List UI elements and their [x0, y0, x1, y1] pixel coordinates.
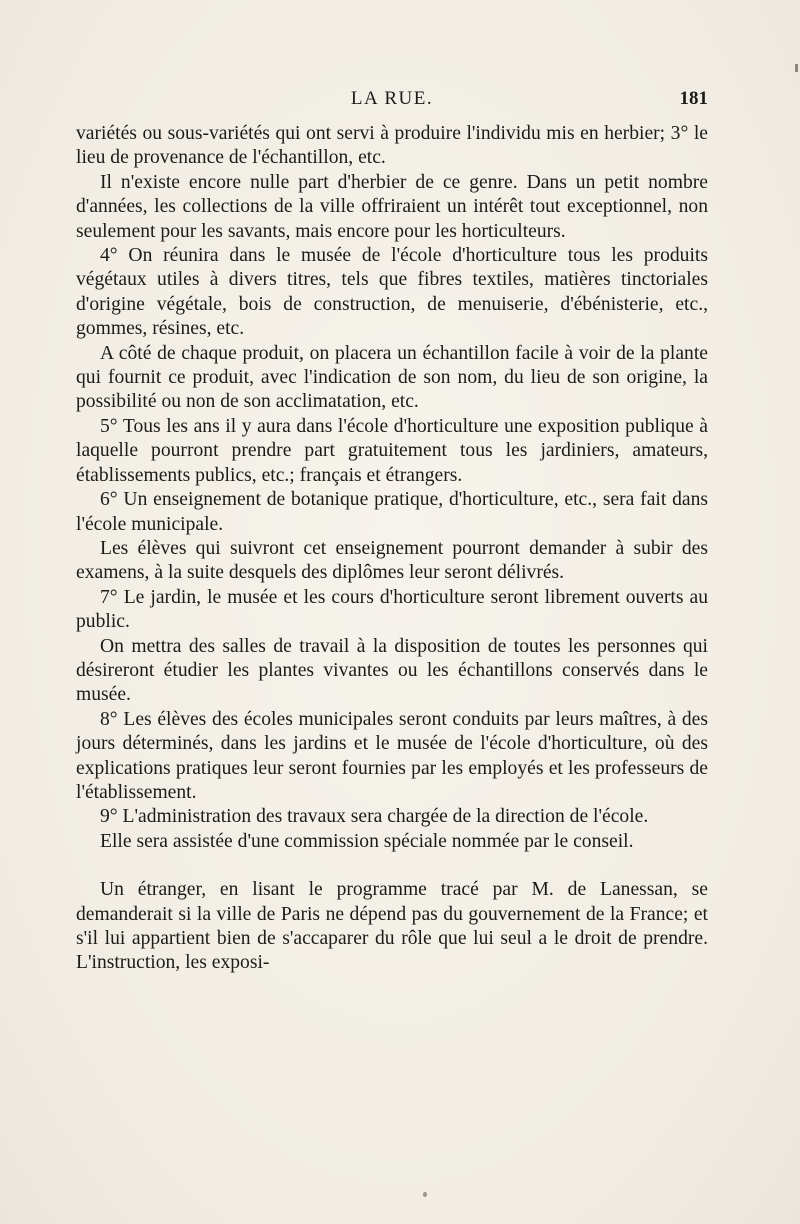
paragraph: Elle sera assistée d'une commission spéciale nommée par le conseil.	[100, 830, 634, 852]
paragraph: Un étranger, en lisant le programme tracé par M. de Lanessan, se demanderait si la ville de Paris ne dépend pas du gouvernement de la France; et s'il lui appartient bien de s'accaparer du rôle que lui seul a le droit de prendre. L'instruction, les exposi-	[76, 879, 708, 974]
page-number: 181	[679, 88, 708, 109]
paragraph: 6° Un enseignement de botanique pratique, d'horticulture, etc., sera fait dans l'école municipale.	[76, 489, 708, 535]
paragraph: 7° Le jardin, le musée et les cours d'horticulture seront librement ouverts au public.	[76, 586, 708, 633]
paragraph: Il n'existe encore nulle part d'herbier de ce genre. Dans un petit nombre d'années, les collections de la ville offriraient un intérêt tout exceptionnel, non seulement pour les savants, mais encore pour les horticulteurs.	[76, 171, 708, 242]
paragraph: 9° L'administration des travaux sera chargée de la direction de l'école.	[100, 806, 649, 828]
paper-speck	[423, 1192, 427, 1197]
paragraph: 4° On réunira dans le musée de l'école d'horticulture tous les produits végétaux utiles à divers titres, tels que fibres textiles, matières tinctoriales d'origine végétale, bois de construction, de menuiserie, d'ébénisterie, etc., gommes, résines, etc.	[76, 245, 708, 340]
scan-edge-mark	[795, 64, 798, 72]
paragraph: Les élèves qui suivront cet enseignement pourront demander à subir des examens, à la suite desquels des diplômes leur seront délivrés.	[76, 537, 708, 584]
paragraph: variétés ou sous-variétés qui ont servi à produire l'individu mis en herbier; 3° le lieu de provenance de l'échantillon, etc.	[76, 123, 708, 169]
paragraph: 8° Les élèves des écoles municipales seront conduits par leurs maîtres, à des jours déterminés, dans les jardins et le musée de l'école d'horticulture, où des explications pratiques leur seront fournies par les employés et les professeurs de l'établissement.	[76, 708, 708, 803]
paragraph: A côté de chaque produit, on placera un échantillon facile à voir de la plante qui fournit ce produit, avec l'indication de son nom, du lieu de son origine, la possibilité ou non de son acclimatation, etc.	[76, 342, 708, 413]
page-header	[76, 88, 708, 112]
paragraph: 5° Tous les ans il y aura dans l'école d'horticulture une exposition publique à laquelle pourront prendre part gratuitement tous les jardiniers, amateurs, établissements publics, etc.; français et étrangers.	[76, 415, 708, 486]
running-title: LA RUE.	[350, 88, 434, 109]
body-text	[76, 122, 708, 976]
paragraph: On mettra des salles de travail à la disposition de toutes les personnes qui désireront étudier les plantes vivantes ou les échantillons conservés dans le musée.	[76, 635, 708, 706]
